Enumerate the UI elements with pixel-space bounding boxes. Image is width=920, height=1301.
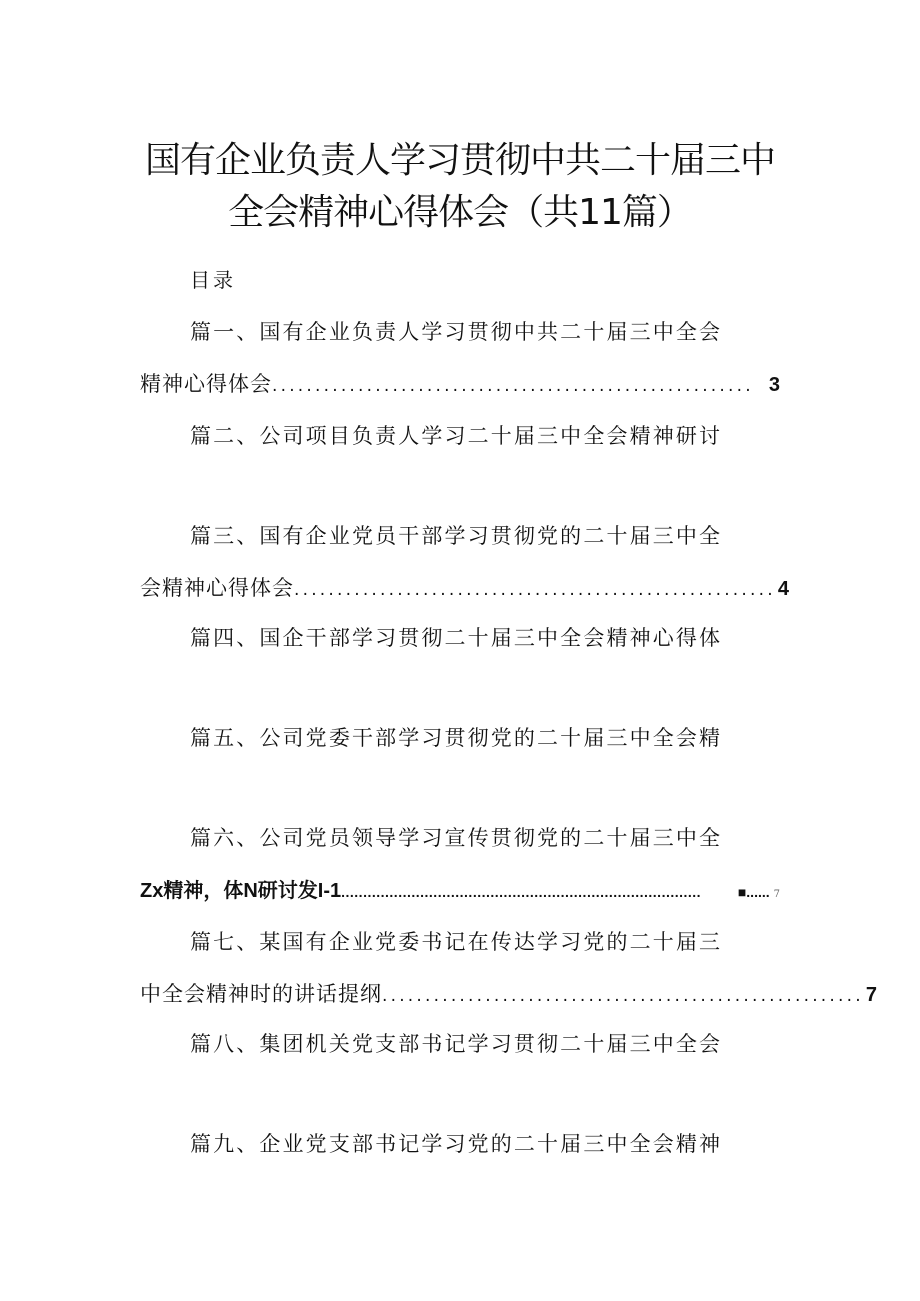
toc-entry-7-line-1: 篇七、某国有企业党委书记在传达学习党的二十届三 bbox=[190, 930, 720, 954]
toc-leader-tail: ■...... bbox=[737, 884, 770, 900]
toc-page-number: 3 bbox=[768, 374, 780, 396]
toc-page-number: 7 bbox=[865, 984, 877, 1006]
toc-page-number: 7 bbox=[773, 889, 780, 900]
toc-leader-dots: .................................................................................. bbox=[341, 884, 702, 900]
toc-entry-6-line-1: 篇六、公司党员领导学习宣传贯彻党的二十届三中全 bbox=[190, 826, 720, 850]
toc-entry-1-line-2: 精神心得体会 bbox=[140, 372, 272, 396]
toc-page-number: 4 bbox=[777, 578, 789, 600]
toc-leader-dots: ........................................................ bbox=[294, 580, 776, 600]
toc-entry-9-line-1: 篇九、企业党支部书记学习党的二十届三中全会精神 bbox=[190, 1132, 720, 1156]
toc-leader-dots: ........................................................ bbox=[382, 986, 864, 1006]
toc-entry-8-line-1: 篇八、集团机关党支部书记学习贯彻二十届三中全会 bbox=[190, 1032, 720, 1056]
document-title-line-2: 全会精神心得体会（共11篇） bbox=[228, 192, 692, 233]
document-title-line-1: 国有企业负责人学习贯彻中共二十届三中 bbox=[144, 140, 775, 181]
toc-entry-2-line-1: 篇二、公司项目负责人学习二十届三中全会精神研讨 bbox=[190, 424, 720, 448]
toc-entry-4-line-1: 篇四、国企干部学习贯彻二十届三中全会精神心得体 bbox=[190, 626, 720, 650]
toc-entry-5-line-1: 篇五、公司党委干部学习贯彻党的二十届三中全会精 bbox=[190, 726, 720, 750]
toc-entry-3-line-2: 会精神心得体会 bbox=[140, 576, 294, 600]
toc-heading: 目录 bbox=[190, 268, 236, 292]
toc-leader-dots: ........................................................ bbox=[272, 376, 754, 396]
toc-entry-7-line-2: 中全会精神时的讲话提纲 bbox=[140, 982, 382, 1006]
toc-entry-1-line-1: 篇一、国有企业负责人学习贯彻中共二十届三中全会 bbox=[190, 320, 720, 344]
toc-entry-3-line-1: 篇三、国有企业党员干部学习贯彻党的二十届三中全 bbox=[190, 524, 720, 548]
toc-entry-6-line-2: Zx精神，体N研讨发I-1 bbox=[140, 880, 342, 902]
